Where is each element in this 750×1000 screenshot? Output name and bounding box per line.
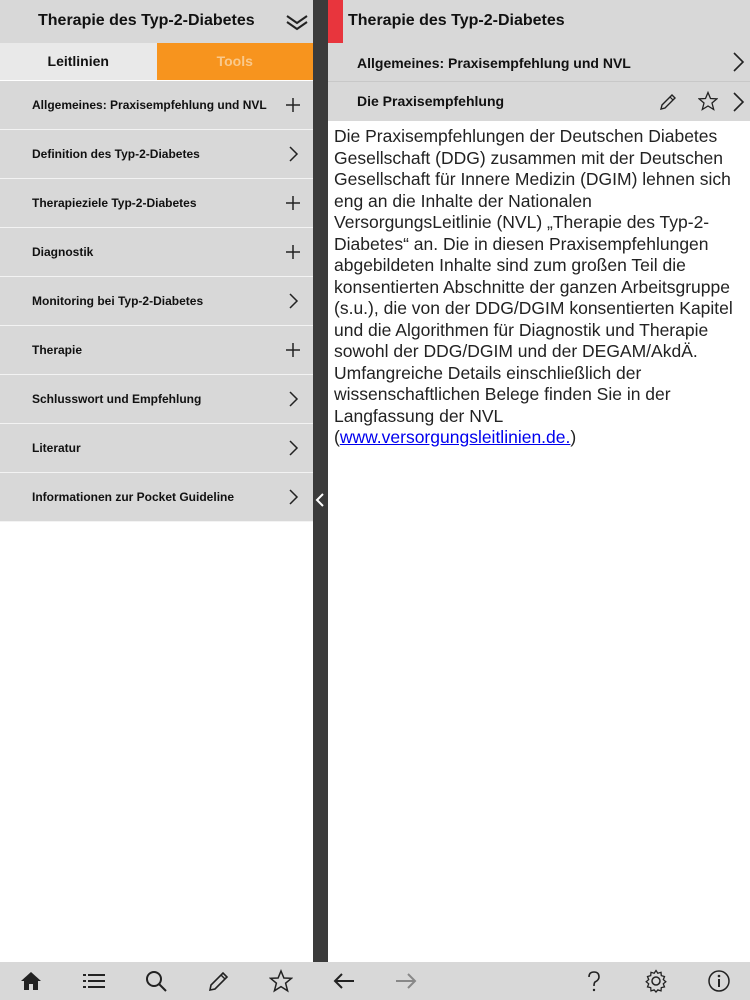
article-text-end: ) xyxy=(570,427,577,447)
menu-item-informationen[interactable] xyxy=(0,473,313,522)
search-icon[interactable] xyxy=(144,969,168,993)
menu-item-therapie[interactable] xyxy=(0,326,313,375)
left-panel xyxy=(0,0,313,962)
tab-tools[interactable]: Tools xyxy=(157,43,314,80)
tab-bar xyxy=(0,43,313,80)
chevron-right-icon xyxy=(285,146,301,162)
section-label: Allgemeines: Praxisempfehlung und NVL xyxy=(357,55,631,71)
chevron-right-icon xyxy=(285,293,301,309)
subsection-label: Die Praxisempfehlung xyxy=(357,93,505,109)
panel-divider[interactable] xyxy=(313,0,328,962)
chevron-right-icon[interactable] xyxy=(730,92,746,112)
menu-item-therapieziele[interactable] xyxy=(0,179,313,228)
left-title: Therapie des Typ-2-Diabetes xyxy=(38,12,255,29)
menu-item-label: Therapieziele Typ-2-Diabetes xyxy=(32,196,197,210)
plus-icon xyxy=(285,195,301,211)
guideline-menu xyxy=(0,81,313,522)
accent-bar xyxy=(328,0,343,43)
bottom-toolbar xyxy=(0,962,750,1000)
help-icon[interactable] xyxy=(582,969,606,993)
list-icon[interactable] xyxy=(82,969,106,993)
menu-item-diagnostik[interactable] xyxy=(0,228,313,277)
back-arrow-icon[interactable] xyxy=(332,969,356,993)
menu-item-label: Diagnostik xyxy=(32,245,94,259)
star-icon[interactable] xyxy=(269,969,293,993)
star-icon[interactable] xyxy=(698,91,718,111)
menu-item-label: Schlusswort und Empfehlung xyxy=(32,392,202,406)
article-text: Die Praxisempfehlungen der Deutschen Diabetes Gesellschaft (DDG) zusammen mit der Deutschen Gesellschaft für Innere Medizin (DGIM) lehnen sich eng an die Inhalte der Nationalen VersorgungsLeitlinie (NVL) „Therapie des Typ-2-Diabetes“ an. Die in diesen Praxisempfehlungen abgebildeten Inhalte sind zum großen Teil die konsentierten Abschnitte der ganzen Arbeitsgruppe (s.u.), die von der DDG/DGIM konsentierten Kapitel und die Algorithmen für Diagnostik und Therapie sowohl der DDG/DGIM und der DEGAM/AkdÄ. Umfangreiche Details einschließlich der wissenschaftlichen Belege finden Sie in der Langfassung der NVL ( xyxy=(334,126,733,447)
forward-arrow-icon[interactable] xyxy=(394,969,418,993)
pencil-icon[interactable] xyxy=(207,969,231,993)
settings-icon[interactable] xyxy=(644,969,668,993)
menu-item-label: Allgemeines: Praxisempfehlung und NVL xyxy=(32,98,267,112)
menu-item-literatur[interactable] xyxy=(0,424,313,473)
left-header xyxy=(0,0,313,43)
subsection-row[interactable] xyxy=(328,82,750,121)
menu-item-label: Informationen zur Pocket Guideline xyxy=(32,490,235,504)
menu-item-definition[interactable] xyxy=(0,130,313,179)
section-row[interactable] xyxy=(328,43,750,82)
menu-item-schlusswort[interactable] xyxy=(0,375,313,424)
article-body xyxy=(334,126,744,449)
menu-item-allgemeines[interactable] xyxy=(0,81,313,130)
chevron-right-icon xyxy=(285,440,301,456)
plus-icon xyxy=(285,342,301,358)
chevron-right-icon xyxy=(730,52,746,72)
plus-icon xyxy=(285,97,301,113)
menu-item-label: Literatur xyxy=(32,441,81,455)
collapse-panel-chevron-icon[interactable] xyxy=(313,490,328,510)
plus-icon xyxy=(285,244,301,260)
versorgungsleitlinien-link[interactable]: www.versorgungsleitlinien.de. xyxy=(339,427,571,447)
menu-item-label: Definition des Typ-2-Diabetes xyxy=(32,147,200,161)
home-icon[interactable] xyxy=(19,969,43,993)
info-icon[interactable] xyxy=(707,969,731,993)
chevron-right-icon xyxy=(285,489,301,505)
menu-item-label: Therapie xyxy=(32,343,83,357)
pencil-icon[interactable] xyxy=(658,92,678,112)
tab-leitlinien[interactable]: Leitlinien xyxy=(0,43,157,80)
collapse-chevrons-icon[interactable] xyxy=(285,12,309,32)
menu-item-label: Monitoring bei Typ-2-Diabetes xyxy=(32,294,204,308)
chevron-right-icon xyxy=(285,391,301,407)
right-header xyxy=(343,0,750,43)
menu-item-monitoring[interactable] xyxy=(0,277,313,326)
right-title: Therapie des Typ-2-Diabetes xyxy=(348,12,565,29)
